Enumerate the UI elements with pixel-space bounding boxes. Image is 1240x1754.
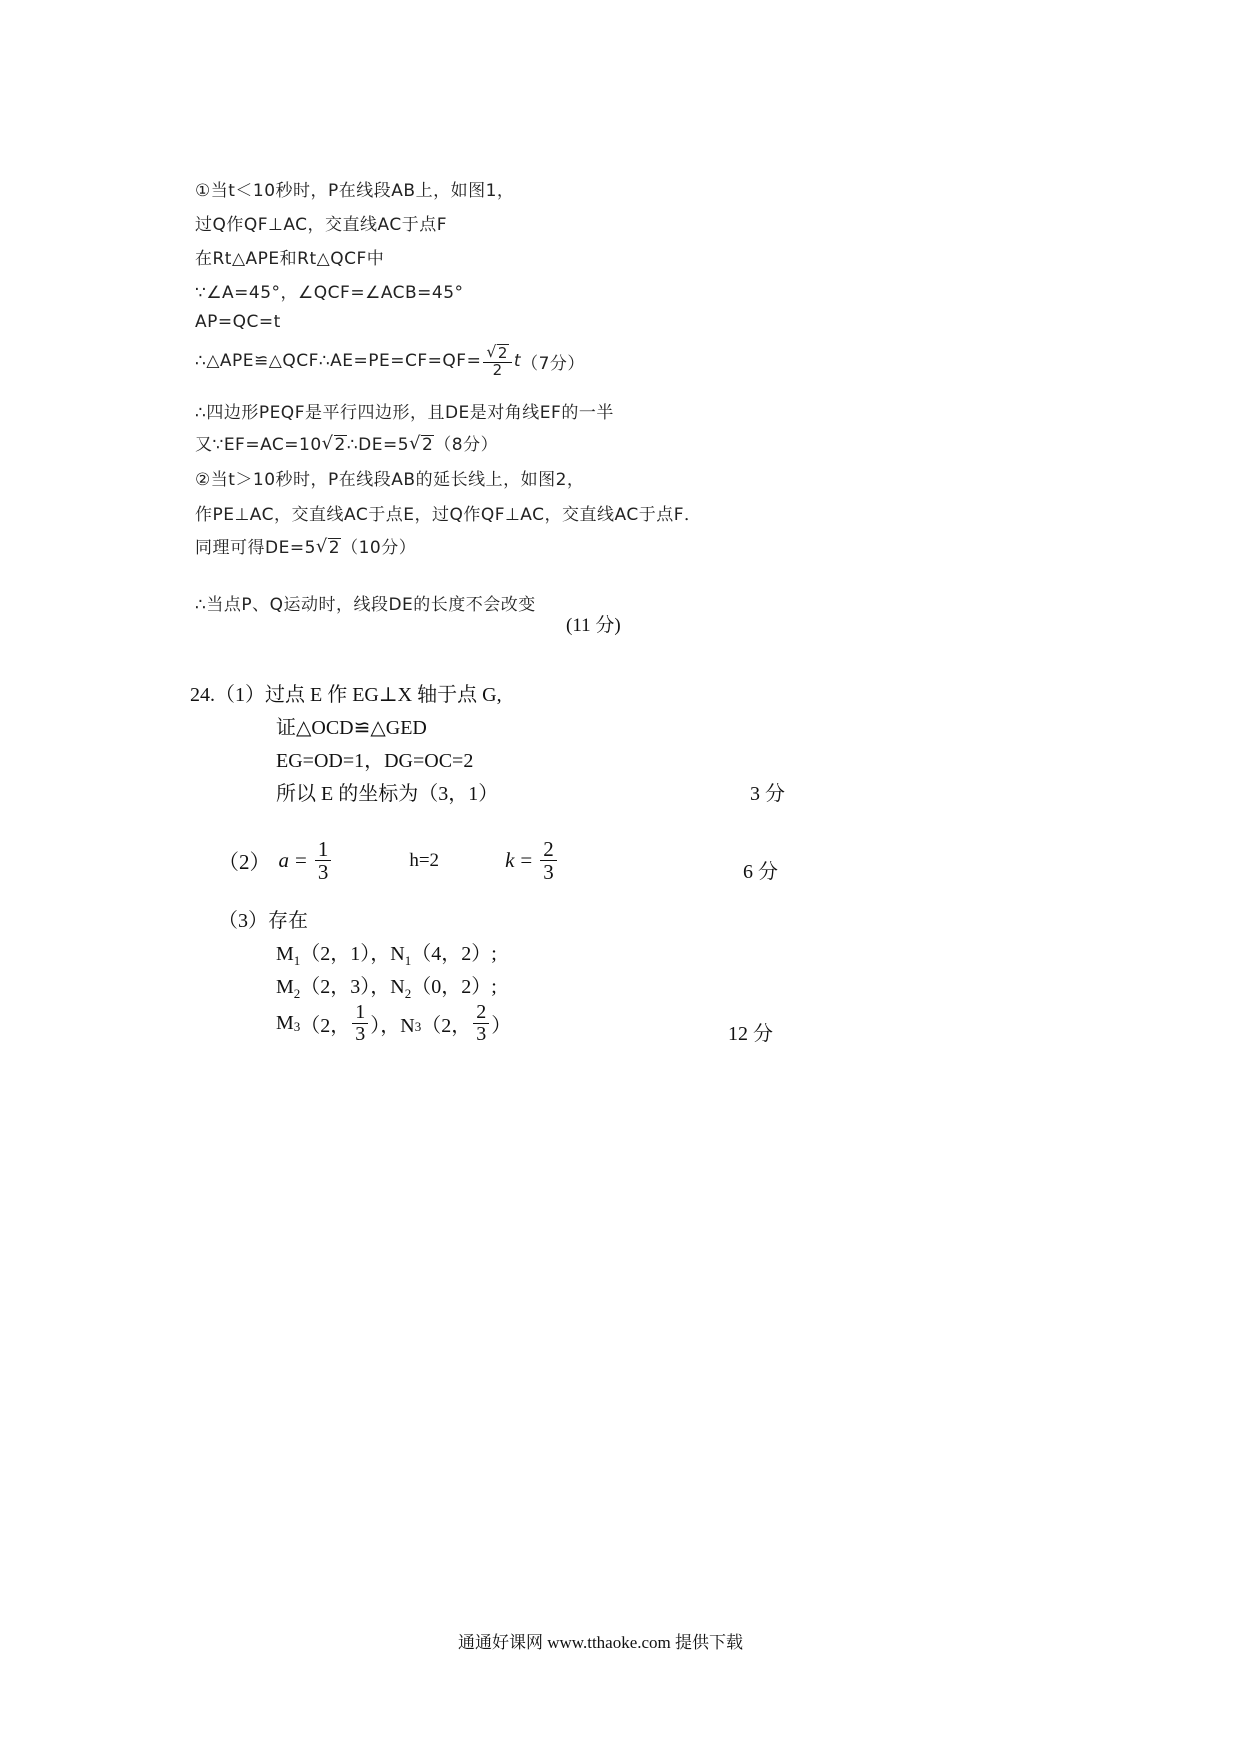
line8-mid: ∴DE=5 [346,435,410,455]
sqrt-symbol: √ 2 [321,433,346,456]
sqrt2-over-2-fraction: √ 2 2 [483,344,512,378]
text-line-5: AP=QC=t [195,312,281,332]
m-label: M [276,943,294,965]
fraction-m3 [352,1002,368,1045]
text-line-6 [195,344,585,378]
radicand: 2 [421,435,434,456]
text-line-11 [195,533,416,558]
text-line-1: ①当t＜10秒时，P在线段AB上，如图1， [195,181,515,201]
subscript: 3 [414,1019,422,1034]
answer-m3-n3 [276,1002,511,1045]
h-value: h=2 [409,849,440,871]
m1-coords: （2，1），N [300,943,405,965]
numerator: 2 [540,838,557,861]
sqrt-symbol: √ 2 [315,536,341,559]
numerator: 1 [352,1002,368,1024]
q24-part3-label: （3）存在 [218,910,308,932]
q24-part1-line3: EG=OD=1，DG=OC=2 [276,750,474,772]
q24-part1-line4: 所以 E 的坐标为（3，1） [276,783,499,805]
denominator: 3 [476,1023,487,1045]
answer-m1-n1 [276,937,497,969]
text-line-7: ∴四边形PEQF是平行四边形，且DE是对角线EF的一半 [195,403,614,423]
n1-coords: （4，2）; [411,943,497,965]
m-label: M [276,976,294,998]
numerator: 1 [315,838,332,861]
radicand: 2 [328,538,341,559]
q24-part1-line2: 证△OCD≌△GED [276,717,427,739]
sqrt-symbol: √ 2 [409,433,434,456]
line8-text: 又∵EF=AC=10 [195,435,322,455]
numerator: 2 [473,1002,489,1024]
line6-text: ∴△APE≌△QCF∴AE=PE=CF=QF= [195,351,482,372]
score-7: （7分） [521,353,585,374]
denominator: 3 [355,1023,366,1045]
fraction-a [315,838,332,883]
score-6: 6 分 [743,861,778,883]
subscript: 2 [293,986,301,1001]
q24-part1-heading: 24.（1）过点 E 作 EG⊥X 轴于点 G, [190,684,502,706]
m-label: M [276,1012,294,1034]
variable-a: a [278,848,289,873]
text-line-2: 过Q作QF⊥AC，交直线AC于点F [195,215,448,235]
text-line-10: 作PE⊥AC，交直线AC于点E，过Q作QF⊥AC，交直线AC于点F． [195,505,702,525]
score-11: (11 分) [566,615,621,636]
score-10: （10分） [341,538,417,558]
n2-coords: （0，2）; [411,976,497,998]
subscript: 2 [404,986,412,1001]
text-line-8 [195,430,498,455]
fraction-n3 [473,1002,489,1045]
radicand: 2 [334,435,346,456]
score-3: 3 分 [750,783,785,805]
score-12: 12 分 [728,1023,773,1045]
m3-open: （2， [300,1015,351,1037]
radicand: 2 [497,344,508,362]
line11-text: 同理可得DE=5 [195,538,316,558]
denominator: 3 [543,860,554,885]
q24-part2-line: （2） a = $\frac{1}{3}$ h=2 k = $\frac{2}{3}$ [218,838,559,883]
score-8: （8分） [434,435,499,455]
text-line-9: ②当t＞10秒时，P在线段AB的延长线上，如图2， [195,470,585,490]
fraction-k [540,838,557,883]
subscript: 1 [404,953,412,968]
m2-coords: （2，3），N [300,976,405,998]
answer-m2-n2 [276,970,497,1002]
n3-open: （2， [421,1015,472,1037]
m3-close: ），N [370,1015,415,1037]
variable-k: k [505,848,515,873]
variable-t: t [513,351,522,372]
subscript: 1 [293,953,301,968]
text-line-4: ∵∠A=45°，∠QCF=∠ACB=45° [195,283,464,303]
subscript: 3 [293,1019,301,1034]
text-line-3: 在Rt△APE和Rt△QCF中 [195,249,385,269]
text-line-12: ∴当点P、Q运动时，线段DE的长度不会改变 [195,595,536,615]
part2-label: （2） [218,849,271,874]
footer-source: 通通好课网 www.tthaoke.com 提供下载 [458,1633,744,1652]
n3-close: ） [491,1015,512,1037]
denominator: 3 [317,860,329,885]
denominator: 2 [492,360,503,379]
